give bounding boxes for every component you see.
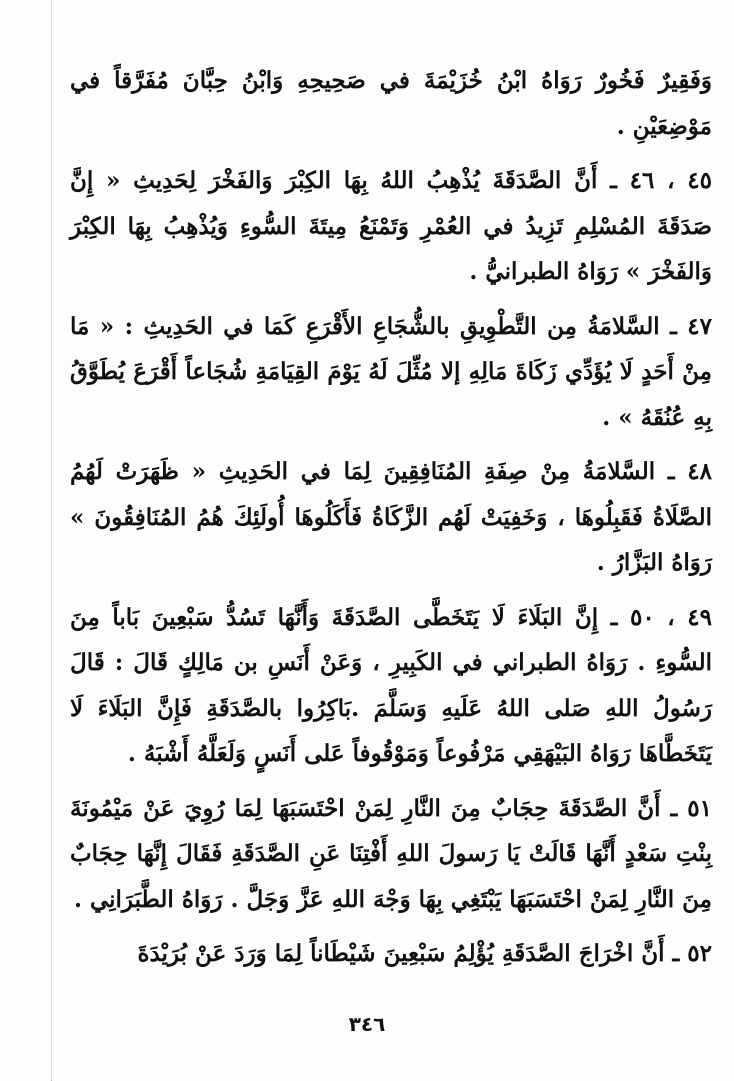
paragraph-item-52: ٥٢ ـ أَنَّ اخْرَاجَ الصَّدَقَةِ يُؤْلِمُ سَبْعِينَ شَيْطَاناً لِمَا وَرَدَ عَنْ بُرَيْدَةَ (137, 940, 712, 967)
paragraph-item-51: ٥١ ـ أَنَّ الصَّدَقَةَ حِجَابٌ مِنَ النَّارِ لِمَنْ احْتَسَبَهَا لِمَا رُوِيَ عَنْ مَيْمُونَةَ بِنْتِ سَعْدٍ أَنَّهَا قَالَتْ يَا رَسولَ اللهِ أَفْتِنَا عَنِ الصَّدَقَةِ فَقَالَ إِنَّهَا حِجَابٌ مِنَ النَّارِ لِمَنْ احْتَسَبَهَا يَبْتَغِي بِهَا وَجْهَ اللهِ عَزَّ وَجَلَّ . رَوَاهُ الطَّبَرَانِي . (70, 794, 712, 913)
scan-fold-line (51, 0, 52, 1081)
paragraph-item-48: ٤٨ ـ السَّلامَةُ مِنْ صِفَةِ المُنَافِقِينَ لِمَا في الحَدِيثِ « ظَهَرَتْ لَهُمُ الصَّلَاةُ فَقَبِلُوهَا ، وَخَفِيَتْ لَهُم الزَّكَاةُ فَأَكَلُوهَا أُولَئِكَ هُمُ المُنَافِقُونَ » رَوَاهُ البَزَّارُ . (70, 458, 712, 576)
paragraph-continuation: وَفَقِيرٌ فَخُورٌ رَوَاهُ ابْنُ خُزَيْمَةَ في صَحِيحِهِ وَابْنُ حِبَّانَ مُفَرَّقاً في مَوْضِعَيْنِ . (70, 67, 712, 140)
paragraph-item-45-46: ٤٥ ، ٤٦ ـ أَنَّ الصَّدَقَةَ يُذْهِبُ اللهُ بِهَا الكِبْرَ وَالفَخْرَ لِحَدِيثِ « إِنَّ صَدَقَةَ المُسْلِمِ تَزِيدُ في العُمْرِ وَتَمْنَعُ مِيتَةَ السُّوءِ وَيُذْهِبُ بِهَا الكِبْرَ وَالفَخْرَ » رَوَاهُ الطبرانيُّ . (70, 167, 712, 285)
paragraph-item-49-50: ٤٩ ، ٥٠ ـ إِنَّ البَلَاءَ لَا يَتَخَطَّى الصَّدَقَةَ وَأَنَّهَا تَسُدُّ سَبْعِينَ بَاباً مِنَ السُّوءِ . رَوَاهُ الطبراني في الكَبِيرِ ، وَعَنْ أَنَسِ بن مَالِكٍ قَالَ : قَالَ رَسُولُ اللهِ صَلى اللهُ عَلَيهِ وَسَلَّمَ .بَاكِرُوا بالصَّدَقَةِ فَإِنَّ البَلَاءَ لَا يَتَخَطَّاهَا رَوَاهُ البَيْهَقِي مَرْفُوعاً وَمَوْقُوفاً عَلى أَنَسٍ وَلَعَلَّهُ أَشْبَهُ . (70, 603, 712, 767)
page-body-text (70, 58, 712, 986)
paragraph-item-47: ٤٧ ـ السَّلامَةُ مِن التَّطْوِيقِ بالشُّجَاعِ الأَقْرَعِ كَمَا في الحَدِيثِ : « مَا مِنْ أَحَدٍ لَا يُؤَدِّي زَكَاةَ مَالِهِ إلا مُثِّلَ لَهُ يَوْمَ القِيَامَةِ شُجَاعاً أَقْرَعَ يُطَوَّقُ بِهِ عُنُقَهُ » . (70, 312, 712, 431)
page-number: ٣٤٦ (348, 1012, 386, 1036)
